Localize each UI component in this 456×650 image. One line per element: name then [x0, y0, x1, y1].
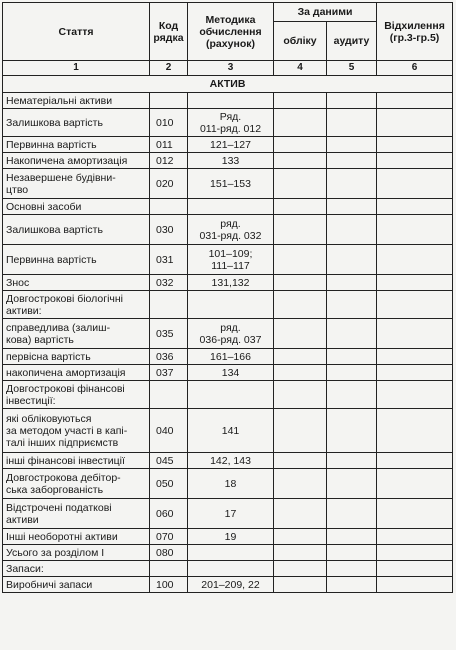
row-method [188, 291, 274, 319]
row-audit [327, 577, 377, 593]
row-method: 201–209, 22 [188, 577, 274, 593]
row-method: 18 [188, 469, 274, 499]
row-code: 010 [150, 109, 188, 137]
row-method: 133 [188, 153, 274, 169]
row-audit [327, 291, 377, 319]
row-deviation [377, 365, 453, 381]
row-label: Первинна вартість [3, 137, 150, 153]
row-label: первісна вартість [3, 349, 150, 365]
table-row [3, 453, 453, 469]
table-row [3, 93, 453, 109]
table-row [3, 109, 453, 137]
row-code: 012 [150, 153, 188, 169]
row-code [150, 199, 188, 215]
row-code: 035 [150, 319, 188, 349]
row-deviation [377, 577, 453, 593]
column-number: 5 [327, 61, 377, 76]
row-deviation [377, 153, 453, 169]
row-method [188, 381, 274, 409]
row-accounting [274, 291, 327, 319]
table-row [3, 409, 453, 453]
table-row [3, 349, 453, 365]
table-row [3, 137, 453, 153]
row-method: 19 [188, 529, 274, 545]
table-row [3, 499, 453, 529]
row-method: Ряд. 011-ряд. 012 [188, 109, 274, 137]
column-number: 1 [3, 61, 150, 76]
row-code [150, 291, 188, 319]
row-code: 070 [150, 529, 188, 545]
row-code: 011 [150, 137, 188, 153]
row-accounting [274, 409, 327, 453]
row-method: 101–109; 111–117 [188, 245, 274, 275]
row-code: 060 [150, 499, 188, 529]
row-code: 037 [150, 365, 188, 381]
row-accounting [274, 365, 327, 381]
row-accounting [274, 153, 327, 169]
row-accounting [274, 109, 327, 137]
row-accounting [274, 319, 327, 349]
row-deviation [377, 409, 453, 453]
table-row [3, 199, 453, 215]
row-label: Довгострокові фінансові інвестиції: [3, 381, 150, 409]
row-method: 134 [188, 365, 274, 381]
row-code [150, 381, 188, 409]
header-deviation: Відхилення (гр.3-гр.5) [377, 3, 453, 61]
row-audit [327, 153, 377, 169]
row-code: 050 [150, 469, 188, 499]
row-deviation [377, 275, 453, 291]
table-body [3, 76, 453, 593]
row-label: Довгострокові біологічні активи: [3, 291, 150, 319]
header-accounting: обліку [274, 22, 327, 61]
row-deviation [377, 561, 453, 577]
row-code: 100 [150, 577, 188, 593]
row-method [188, 199, 274, 215]
row-accounting [274, 275, 327, 291]
row-label: Незавершене будівни- цтво [3, 169, 150, 199]
row-label: Первинна вартість [3, 245, 150, 275]
row-deviation [377, 215, 453, 245]
header-group: За даними [274, 3, 377, 22]
column-number: 2 [150, 61, 188, 76]
row-audit [327, 93, 377, 109]
table-row [3, 245, 453, 275]
column-number: 3 [188, 61, 274, 76]
row-audit [327, 453, 377, 469]
row-accounting [274, 93, 327, 109]
row-code: 031 [150, 245, 188, 275]
row-label: Нематеріальні активи [3, 93, 150, 109]
row-code [150, 561, 188, 577]
row-audit [327, 409, 377, 453]
row-deviation [377, 453, 453, 469]
row-code [150, 93, 188, 109]
table-row [3, 215, 453, 245]
table-row [3, 561, 453, 577]
table-row [3, 381, 453, 409]
row-accounting [274, 529, 327, 545]
header-article: Стаття [3, 3, 150, 61]
row-code: 032 [150, 275, 188, 291]
row-audit [327, 561, 377, 577]
row-accounting [274, 199, 327, 215]
row-code: 040 [150, 409, 188, 453]
row-method [188, 93, 274, 109]
row-label: Залишкова вартість [3, 215, 150, 245]
row-audit [327, 319, 377, 349]
row-audit [327, 545, 377, 561]
row-deviation [377, 169, 453, 199]
row-audit [327, 137, 377, 153]
row-label: Накопичена амортизація [3, 153, 150, 169]
row-audit [327, 275, 377, 291]
row-method: 141 [188, 409, 274, 453]
row-deviation [377, 381, 453, 409]
row-accounting [274, 245, 327, 275]
row-label: Знос [3, 275, 150, 291]
row-label: Відстрочені податкові активи [3, 499, 150, 529]
row-deviation [377, 137, 453, 153]
section-title: АКТИВ [3, 76, 453, 93]
row-deviation [377, 199, 453, 215]
row-code: 030 [150, 215, 188, 245]
row-deviation [377, 93, 453, 109]
row-deviation [377, 349, 453, 365]
column-number: 6 [377, 61, 453, 76]
table-row [3, 469, 453, 499]
row-audit [327, 215, 377, 245]
row-deviation [377, 499, 453, 529]
row-deviation [377, 291, 453, 319]
table-row [3, 275, 453, 291]
row-label: які обліковуються за методом участі в капі- талі інших підприємств [3, 409, 150, 453]
row-method: 121–127 [188, 137, 274, 153]
row-label: Залишкова вартість [3, 109, 150, 137]
row-method [188, 561, 274, 577]
row-label: справедлива (залиш- кова) вартість [3, 319, 150, 349]
table-row [3, 291, 453, 319]
row-method [188, 545, 274, 561]
table-header [3, 3, 453, 76]
row-audit [327, 381, 377, 409]
header-audit: аудиту [327, 22, 377, 61]
row-code: 036 [150, 349, 188, 365]
table-row [3, 169, 453, 199]
row-audit [327, 469, 377, 499]
row-accounting [274, 499, 327, 529]
row-audit [327, 365, 377, 381]
row-method: ряд. 031-ряд. 032 [188, 215, 274, 245]
row-accounting [274, 577, 327, 593]
row-accounting [274, 169, 327, 199]
row-accounting [274, 561, 327, 577]
row-code: 020 [150, 169, 188, 199]
header-method: Методика обчислення (рахунок) [188, 3, 274, 61]
row-method: 17 [188, 499, 274, 529]
row-code: 080 [150, 545, 188, 561]
row-audit [327, 499, 377, 529]
row-label: Основні засоби [3, 199, 150, 215]
row-audit [327, 245, 377, 275]
table-row [3, 577, 453, 593]
row-method: 131,132 [188, 275, 274, 291]
row-deviation [377, 529, 453, 545]
row-method: 142, 143 [188, 453, 274, 469]
row-audit [327, 169, 377, 199]
row-deviation [377, 319, 453, 349]
row-audit [327, 349, 377, 365]
table-row [3, 365, 453, 381]
row-accounting [274, 469, 327, 499]
row-label: інші фінансові інвестиції [3, 453, 150, 469]
row-method: 161–166 [188, 349, 274, 365]
row-label: Інші необоротні активи [3, 529, 150, 545]
row-accounting [274, 215, 327, 245]
row-label: Виробничі запаси [3, 577, 150, 593]
row-deviation [377, 109, 453, 137]
row-audit [327, 199, 377, 215]
row-accounting [274, 349, 327, 365]
row-label: Довгострокова дебітор- ська заборгованість [3, 469, 150, 499]
row-accounting [274, 545, 327, 561]
row-method: 151–153 [188, 169, 274, 199]
row-accounting [274, 453, 327, 469]
row-label: Запаси: [3, 561, 150, 577]
row-label: Усього за розділом І [3, 545, 150, 561]
header-code: Код рядка [150, 3, 188, 61]
table-row [3, 319, 453, 349]
row-accounting [274, 137, 327, 153]
row-deviation [377, 469, 453, 499]
table-row [3, 529, 453, 545]
table-row [3, 545, 453, 561]
table-row [3, 153, 453, 169]
row-audit [327, 529, 377, 545]
row-code: 045 [150, 453, 188, 469]
row-method: ряд. 036-ряд. 037 [188, 319, 274, 349]
row-label: накопичена амортизація [3, 365, 150, 381]
asset-table [2, 2, 453, 593]
column-number: 4 [274, 61, 327, 76]
row-deviation [377, 245, 453, 275]
row-deviation [377, 545, 453, 561]
row-audit [327, 109, 377, 137]
row-accounting [274, 381, 327, 409]
